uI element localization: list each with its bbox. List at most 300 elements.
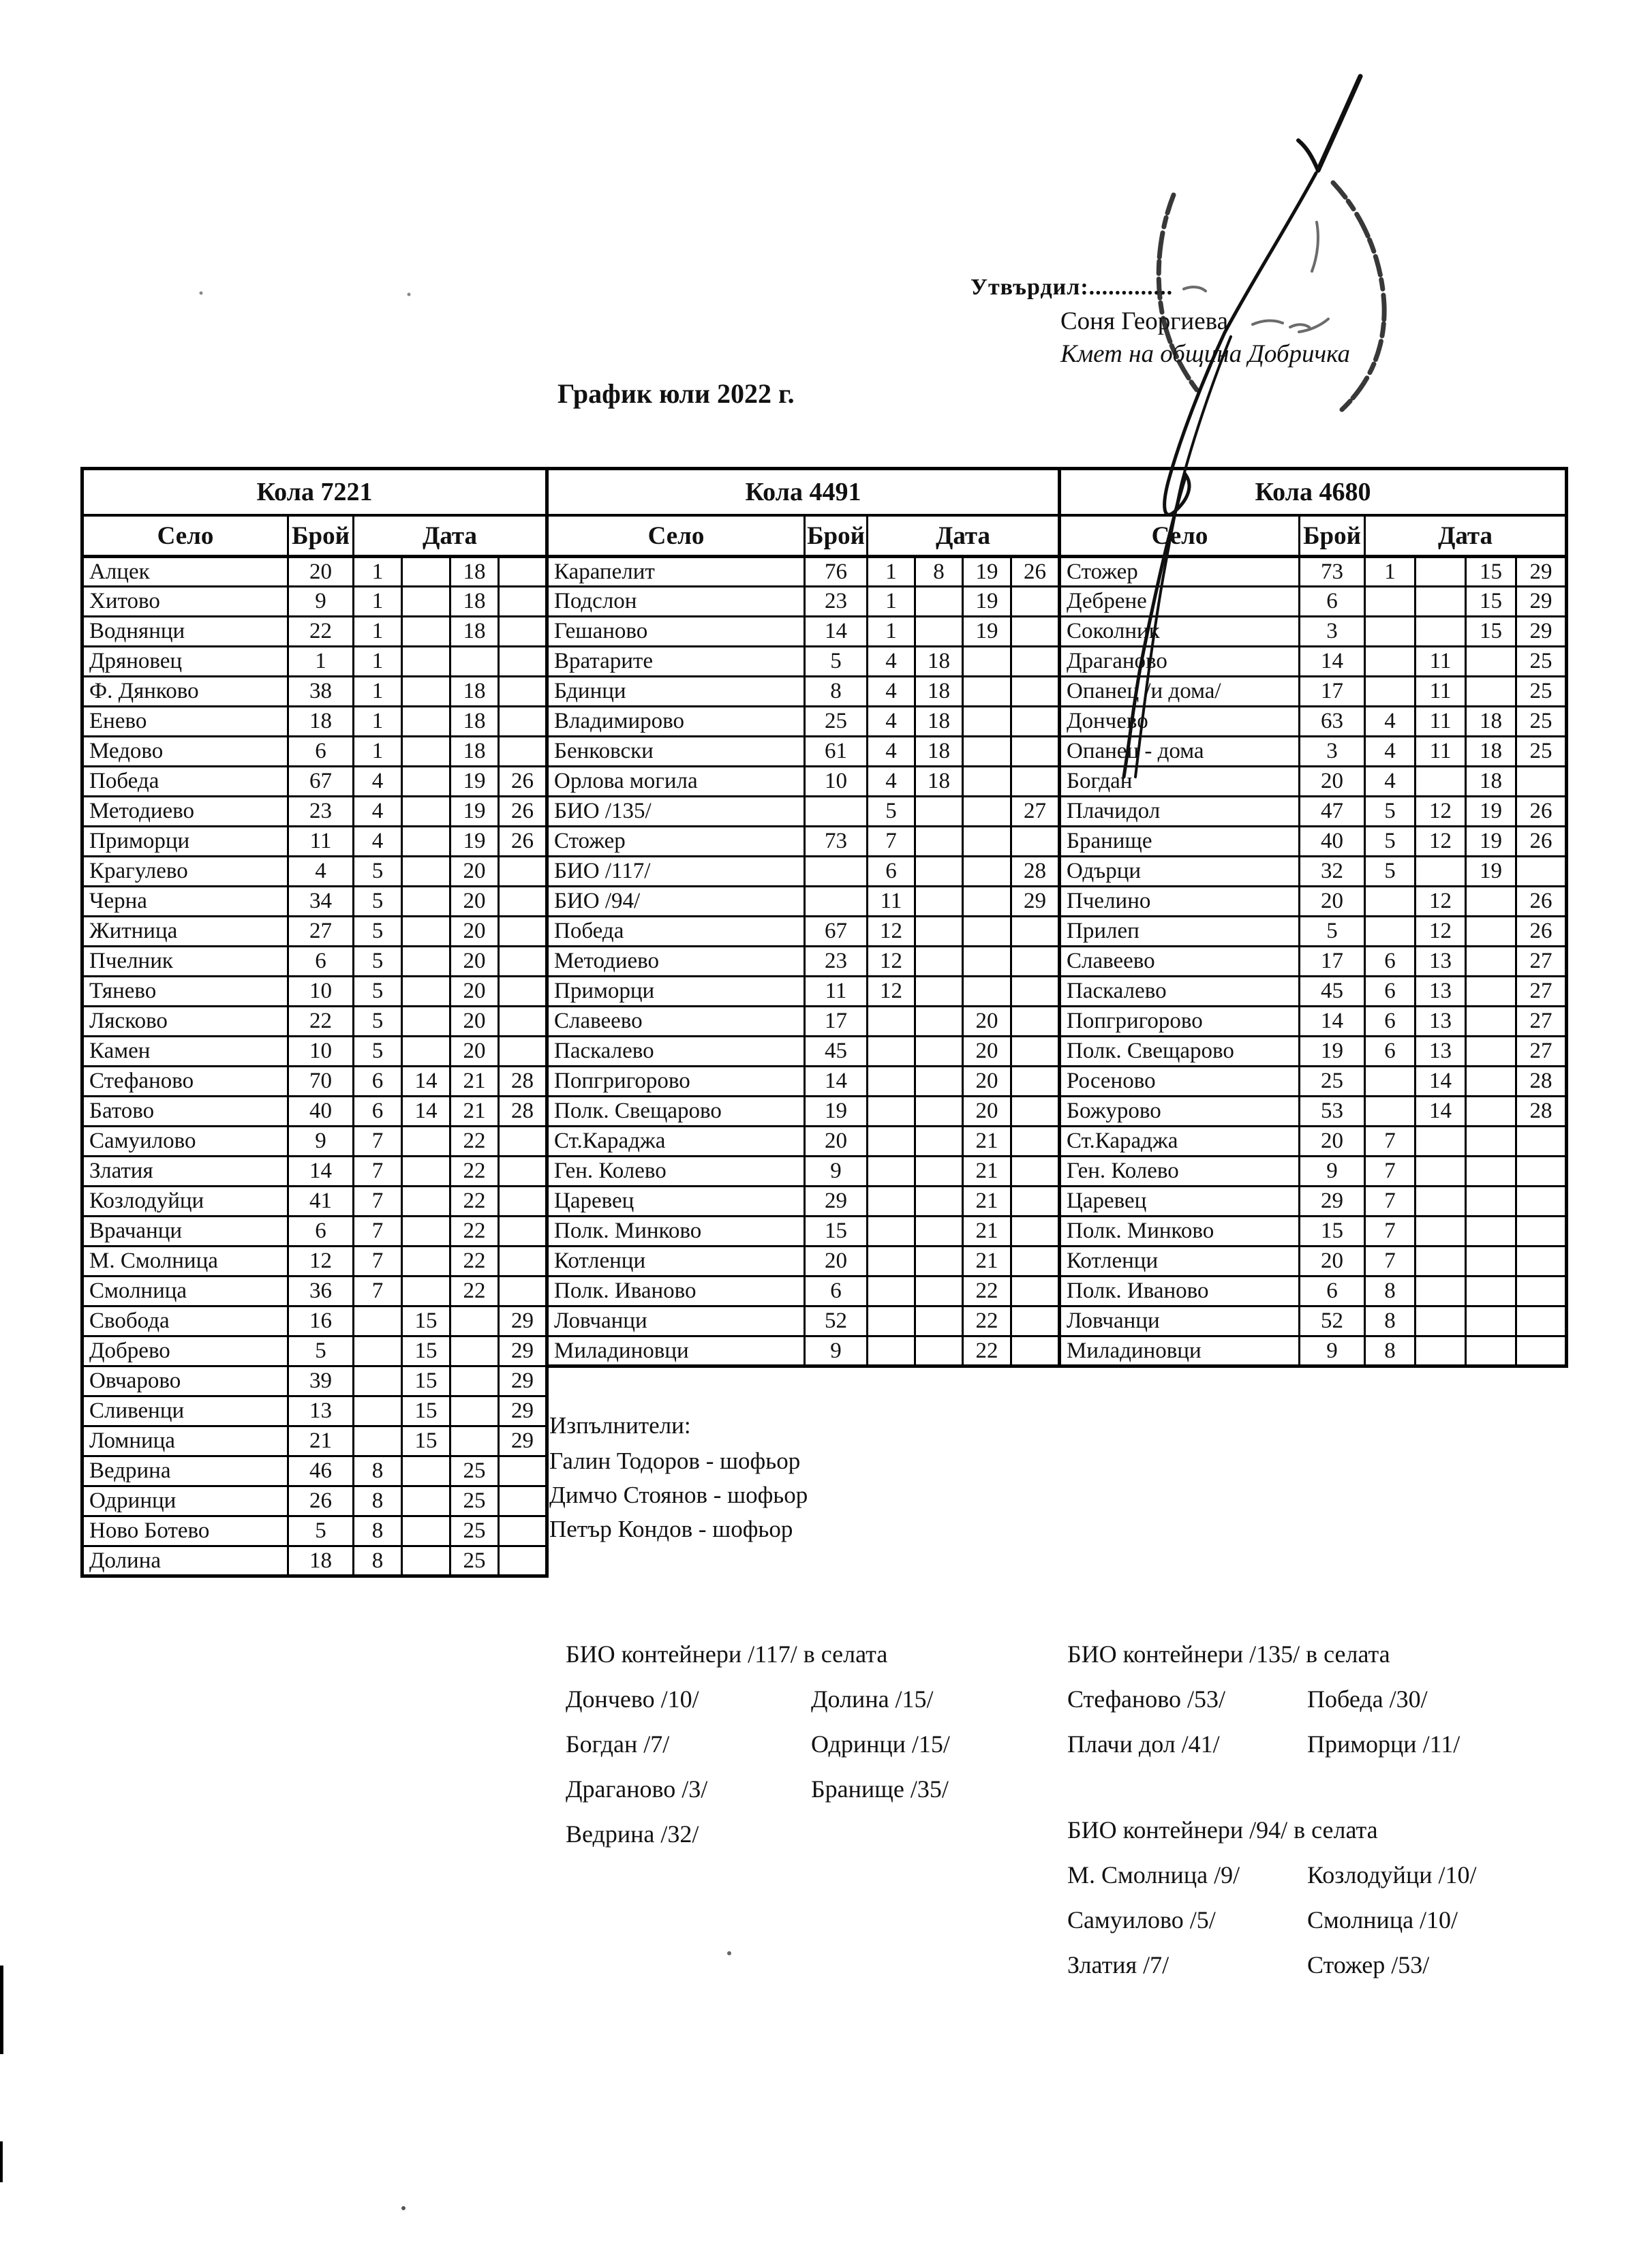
- bio-village-entry: Победа /30/: [1307, 1685, 1428, 1713]
- village-cell: Смолница: [82, 1277, 288, 1306]
- date-cell: 7: [868, 827, 915, 857]
- count-cell: 40: [1300, 827, 1365, 857]
- date-cell: [499, 1007, 547, 1037]
- village-cell: Росеново: [1060, 1067, 1300, 1097]
- date-cell: [915, 1336, 963, 1366]
- table-row: [547, 1187, 1060, 1217]
- date-cell: [1011, 827, 1060, 857]
- date-cell: 21: [450, 1067, 499, 1097]
- date-cell: 20: [450, 977, 499, 1007]
- date-cell: 18: [450, 677, 499, 707]
- count-column-header: Брой: [1300, 515, 1365, 557]
- count-cell: 11: [805, 977, 868, 1007]
- count-cell: 19: [1300, 1037, 1365, 1067]
- count-cell: 16: [288, 1306, 354, 1336]
- schedule-table-car-4491: [545, 467, 1061, 1368]
- date-cell: 4: [1365, 767, 1416, 797]
- date-cell: [1365, 887, 1416, 917]
- date-cell: 19: [963, 587, 1011, 617]
- count-cell: 20: [805, 1247, 868, 1277]
- date-cell: [402, 917, 450, 947]
- table-row: [1060, 947, 1567, 977]
- date-cell: 4: [354, 767, 402, 797]
- date-cell: 26: [1516, 827, 1567, 857]
- village-cell: Победа: [82, 767, 288, 797]
- count-cell: 73: [1300, 557, 1365, 587]
- village-cell: Орлова могила: [547, 767, 805, 797]
- date-cell: 18: [915, 767, 963, 797]
- date-cell: 20: [450, 947, 499, 977]
- count-cell: 34: [288, 887, 354, 917]
- date-cell: 18: [1466, 767, 1516, 797]
- date-cell: 5: [354, 857, 402, 887]
- village-cell: Полк. Свещарово: [547, 1097, 805, 1127]
- table-row: [1060, 1127, 1567, 1157]
- bio-containers-94-block: [1067, 1816, 1476, 1979]
- date-cell: [1466, 1187, 1516, 1217]
- date-cell: [499, 1516, 547, 1546]
- table-row: [1060, 857, 1567, 887]
- date-cell: [915, 1037, 963, 1067]
- date-cell: [1466, 1306, 1516, 1336]
- date-cell: [915, 1306, 963, 1336]
- date-cell: 25: [450, 1516, 499, 1546]
- date-cell: 1: [354, 557, 402, 587]
- bio-village-entry: Ведрина /32/: [566, 1820, 699, 1848]
- date-cell: [915, 947, 963, 977]
- count-cell: 13: [288, 1396, 354, 1426]
- village-cell: БИО /117/: [547, 857, 805, 887]
- table-row: [547, 1007, 1060, 1037]
- date-cell: [1365, 1097, 1416, 1127]
- date-cell: [915, 1127, 963, 1157]
- count-cell: 45: [1300, 977, 1365, 1007]
- date-cell: [963, 887, 1011, 917]
- date-cell: [963, 647, 1011, 677]
- village-cell: Дончево: [1060, 707, 1300, 737]
- date-cell: 6: [1365, 977, 1416, 1007]
- count-cell: 20: [288, 557, 354, 587]
- count-cell: 39: [288, 1366, 354, 1396]
- date-cell: 7: [354, 1277, 402, 1306]
- count-cell: 10: [288, 1037, 354, 1067]
- bio-block-title: БИО контейнери /135/ в селата: [1067, 1640, 1390, 1668]
- date-cell: 8: [1365, 1277, 1416, 1306]
- table-row: [547, 1217, 1060, 1247]
- date-cell: 4: [868, 647, 915, 677]
- date-cell: [450, 647, 499, 677]
- date-cell: [915, 917, 963, 947]
- date-cell: 12: [1416, 917, 1466, 947]
- table-row: [82, 1097, 547, 1127]
- count-cell: 52: [805, 1306, 868, 1336]
- village-cell: Дебрене: [1060, 587, 1300, 617]
- count-cell: 73: [805, 827, 868, 857]
- date-cell: [868, 1067, 915, 1097]
- date-cell: [1466, 1127, 1516, 1157]
- date-cell: [402, 797, 450, 827]
- date-cell: 21: [963, 1127, 1011, 1157]
- date-cell: 25: [1516, 707, 1567, 737]
- table-row: [82, 1247, 547, 1277]
- table-row: [82, 947, 547, 977]
- count-cell: 9: [288, 1127, 354, 1157]
- date-cell: [1011, 1097, 1060, 1127]
- count-cell: 47: [1300, 797, 1365, 827]
- date-cell: [868, 1097, 915, 1127]
- date-cell: [402, 617, 450, 647]
- date-cell: 4: [354, 827, 402, 857]
- count-cell: 4: [288, 857, 354, 887]
- date-cell: [402, 1277, 450, 1306]
- date-cell: [499, 857, 547, 887]
- bio-village-entry: Богдан /7/: [566, 1730, 670, 1758]
- table-row: [82, 1456, 547, 1486]
- date-cell: [402, 587, 450, 617]
- date-cell: [1011, 587, 1060, 617]
- village-cell: Паскалево: [1060, 977, 1300, 1007]
- date-cell: [402, 1127, 450, 1157]
- village-cell: Черна: [82, 887, 288, 917]
- count-cell: 14: [805, 1067, 868, 1097]
- village-cell: Ген. Колево: [547, 1157, 805, 1187]
- date-cell: [1516, 1247, 1567, 1277]
- table-row: [1060, 797, 1567, 827]
- date-cell: [1516, 1187, 1567, 1217]
- village-cell: Камен: [82, 1037, 288, 1067]
- date-cell: 20: [450, 857, 499, 887]
- date-cell: 8: [1365, 1306, 1416, 1336]
- count-cell: 23: [805, 587, 868, 617]
- date-cell: 22: [450, 1247, 499, 1277]
- count-cell: 18: [288, 707, 354, 737]
- date-cell: [1466, 947, 1516, 977]
- date-cell: [354, 1336, 402, 1366]
- date-cell: 15: [402, 1396, 450, 1426]
- date-cell: [1011, 1007, 1060, 1037]
- bio-village-entry: Стефаново /53/: [1067, 1685, 1226, 1713]
- date-cell: 14: [1416, 1097, 1466, 1127]
- date-cell: 1: [354, 587, 402, 617]
- date-cell: [1416, 1277, 1466, 1306]
- date-cell: 28: [1516, 1097, 1567, 1127]
- date-cell: [915, 857, 963, 887]
- date-cell: [1416, 1336, 1466, 1366]
- count-cell: 14: [288, 1157, 354, 1187]
- date-cell: [915, 587, 963, 617]
- date-cell: [1011, 617, 1060, 647]
- date-cell: [1416, 1187, 1466, 1217]
- village-cell: Подслон: [547, 587, 805, 617]
- bio-village-entry: [811, 1820, 950, 1848]
- date-cell: 7: [1365, 1127, 1416, 1157]
- date-cell: 20: [963, 1037, 1011, 1067]
- date-cell: 8: [354, 1486, 402, 1516]
- date-cell: [915, 1247, 963, 1277]
- table-row: [1060, 1277, 1567, 1306]
- date-cell: [402, 767, 450, 797]
- count-cell: 29: [805, 1187, 868, 1217]
- date-cell: [402, 857, 450, 887]
- date-cell: [402, 1456, 450, 1486]
- car-header: Кола 4680: [1060, 469, 1567, 516]
- table-row: [1060, 647, 1567, 677]
- date-cell: 11: [868, 887, 915, 917]
- date-cell: 1: [354, 737, 402, 767]
- count-cell: 21: [288, 1426, 354, 1456]
- date-cell: 18: [450, 737, 499, 767]
- bio-block-title: БИО контейнери /94/ в селата: [1067, 1816, 1378, 1844]
- table-row: [82, 1396, 547, 1426]
- village-cell: Тянево: [82, 977, 288, 1007]
- table-row: [82, 1366, 547, 1396]
- village-cell: Полк. Свещарово: [1060, 1037, 1300, 1067]
- date-cell: [1416, 767, 1466, 797]
- count-cell: 53: [1300, 1097, 1365, 1127]
- village-cell: Миладиновци: [1060, 1336, 1300, 1366]
- date-cell: 11: [1416, 737, 1466, 767]
- schedule-table: [1058, 467, 1568, 1368]
- date-cell: [499, 1456, 547, 1486]
- date-column-header: Дата: [868, 515, 1060, 557]
- village-cell: Ген. Колево: [1060, 1157, 1300, 1187]
- table-row: [82, 1067, 547, 1097]
- count-cell: 23: [288, 797, 354, 827]
- date-cell: 18: [915, 677, 963, 707]
- table-row: [547, 557, 1060, 587]
- date-cell: 22: [963, 1306, 1011, 1336]
- count-cell: 5: [805, 647, 868, 677]
- village-cell: Овчарово: [82, 1366, 288, 1396]
- count-cell: 9: [805, 1336, 868, 1366]
- count-cell: 25: [1300, 1067, 1365, 1097]
- date-cell: [499, 1037, 547, 1067]
- date-cell: 4: [868, 737, 915, 767]
- table-row: [82, 977, 547, 1007]
- table-row: [82, 707, 547, 737]
- table-row: [82, 587, 547, 617]
- date-cell: 26: [1011, 557, 1060, 587]
- date-cell: 4: [1365, 737, 1416, 767]
- date-cell: [1516, 1277, 1567, 1306]
- table-row: [1060, 1187, 1567, 1217]
- executor-name: Галин Тодоров - шофьор: [549, 1448, 801, 1474]
- date-cell: [499, 617, 547, 647]
- date-cell: 7: [354, 1157, 402, 1187]
- executors-names: [549, 1448, 808, 1543]
- date-cell: 21: [963, 1187, 1011, 1217]
- count-cell: 29: [1300, 1187, 1365, 1217]
- date-cell: 25: [450, 1546, 499, 1576]
- date-cell: 27: [1516, 1037, 1567, 1067]
- table-row: [1060, 1067, 1567, 1097]
- table-row: [82, 1336, 547, 1366]
- bio-village-entry: М. Смолница /9/: [1067, 1861, 1240, 1889]
- date-cell: [1466, 1247, 1516, 1277]
- bio-village-entry: Драганово /3/: [566, 1775, 708, 1803]
- table-row: [547, 617, 1060, 647]
- bio-block-list: [1067, 1685, 1460, 1758]
- date-cell: 18: [1466, 707, 1516, 737]
- date-cell: [1011, 1306, 1060, 1336]
- date-cell: [1011, 677, 1060, 707]
- date-cell: 12: [868, 917, 915, 947]
- bio-village-entry: Самуилово /5/: [1067, 1906, 1216, 1933]
- table-row: [547, 737, 1060, 767]
- count-cell: 22: [288, 617, 354, 647]
- village-cell: Ловчанци: [547, 1306, 805, 1336]
- village-cell: Паскалево: [547, 1037, 805, 1067]
- car-header: Кола 7221: [82, 469, 547, 516]
- count-cell: 70: [288, 1067, 354, 1097]
- table-row: [82, 1157, 547, 1187]
- village-cell: Бдинци: [547, 677, 805, 707]
- date-cell: [868, 1217, 915, 1247]
- count-cell: 76: [805, 557, 868, 587]
- count-cell: 12: [288, 1247, 354, 1277]
- village-cell: Богдан: [1060, 767, 1300, 797]
- date-cell: 20: [450, 917, 499, 947]
- date-cell: 7: [354, 1247, 402, 1277]
- village-cell: Полк. Иваново: [547, 1277, 805, 1306]
- count-cell: 52: [1300, 1306, 1365, 1336]
- village-cell: Миладиновци: [547, 1336, 805, 1366]
- date-cell: [499, 1247, 547, 1277]
- table-row: [1060, 1336, 1567, 1366]
- count-cell: 61: [805, 737, 868, 767]
- bio-village-entry: Долина /15/: [811, 1685, 934, 1713]
- village-cell: Попгригорово: [1060, 1007, 1300, 1037]
- table-row: [547, 947, 1060, 977]
- date-cell: [450, 1396, 499, 1426]
- village-cell: Долина: [82, 1546, 288, 1576]
- village-cell: Опанец - дома: [1060, 737, 1300, 767]
- date-cell: [868, 1037, 915, 1067]
- date-cell: 11: [1416, 647, 1466, 677]
- village-cell: Полк. Иваново: [1060, 1277, 1300, 1306]
- table-row: [547, 1157, 1060, 1187]
- date-cell: [915, 1067, 963, 1097]
- village-cell: Божурово: [1060, 1097, 1300, 1127]
- date-cell: [868, 1157, 915, 1187]
- date-cell: [1011, 707, 1060, 737]
- date-cell: 1: [868, 617, 915, 647]
- date-cell: [499, 1546, 547, 1576]
- date-cell: 22: [450, 1187, 499, 1217]
- count-cell: 25: [805, 707, 868, 737]
- count-cell: 45: [805, 1037, 868, 1067]
- date-cell: 29: [1516, 617, 1567, 647]
- table-row: [547, 1247, 1060, 1277]
- village-cell: БИО /94/: [547, 887, 805, 917]
- date-cell: [354, 1306, 402, 1336]
- count-cell: 18: [288, 1546, 354, 1576]
- table-row: [547, 647, 1060, 677]
- date-cell: [915, 1217, 963, 1247]
- village-cell: Приморци: [82, 827, 288, 857]
- date-cell: 26: [499, 797, 547, 827]
- village-cell: Владимирово: [547, 707, 805, 737]
- date-cell: [402, 1516, 450, 1546]
- village-cell: Лясково: [82, 1007, 288, 1037]
- date-cell: [1011, 1187, 1060, 1217]
- date-cell: 14: [1416, 1067, 1466, 1097]
- date-cell: [402, 887, 450, 917]
- village-cell: Батово: [82, 1097, 288, 1127]
- table-row: [82, 1217, 547, 1247]
- village-cell: Ново Ботево: [82, 1516, 288, 1546]
- date-cell: 13: [1416, 1007, 1466, 1037]
- table-row: [547, 917, 1060, 947]
- date-cell: [1365, 587, 1416, 617]
- date-cell: [402, 1546, 450, 1576]
- date-cell: [1466, 677, 1516, 707]
- date-cell: 26: [499, 827, 547, 857]
- date-cell: 18: [450, 707, 499, 737]
- table-row: [82, 1306, 547, 1336]
- executors-title: Изпълнители:: [549, 1412, 691, 1439]
- date-cell: [402, 557, 450, 587]
- village-cell: Златия: [82, 1157, 288, 1187]
- date-cell: 19: [1466, 827, 1516, 857]
- date-cell: [868, 1247, 915, 1277]
- date-cell: [402, 1037, 450, 1067]
- date-cell: [1011, 737, 1060, 767]
- table-row: [1060, 677, 1567, 707]
- table-row: [1060, 557, 1567, 587]
- schedule-table-car-7221: [80, 467, 549, 1578]
- date-cell: [450, 1426, 499, 1456]
- count-cell: [805, 797, 868, 827]
- date-cell: [1011, 1277, 1060, 1306]
- date-cell: 5: [354, 977, 402, 1007]
- date-cell: [499, 1127, 547, 1157]
- table-row: [547, 887, 1060, 917]
- count-cell: 19: [805, 1097, 868, 1127]
- date-cell: [499, 1486, 547, 1516]
- table-row: [1060, 887, 1567, 917]
- date-cell: 19: [1466, 797, 1516, 827]
- date-cell: [402, 707, 450, 737]
- village-cell: Методиево: [82, 797, 288, 827]
- table-row: [547, 977, 1060, 1007]
- date-cell: 25: [1516, 677, 1567, 707]
- date-cell: [450, 1306, 499, 1336]
- table-row: [82, 767, 547, 797]
- table-row: [82, 1546, 547, 1576]
- village-cell: Царевец: [547, 1187, 805, 1217]
- date-cell: 12: [868, 947, 915, 977]
- count-cell: [805, 887, 868, 917]
- date-cell: 20: [450, 1037, 499, 1067]
- date-cell: 1: [1365, 557, 1416, 587]
- date-cell: 1: [868, 587, 915, 617]
- date-cell: [1416, 557, 1466, 587]
- date-cell: [1416, 1127, 1466, 1157]
- date-cell: 5: [1365, 827, 1416, 857]
- village-column-header: Село: [1060, 515, 1300, 557]
- village-cell: Крагулево: [82, 857, 288, 887]
- table-row: [1060, 1306, 1567, 1336]
- date-cell: 11: [1416, 707, 1466, 737]
- table-row: [82, 1007, 547, 1037]
- date-cell: 29: [499, 1396, 547, 1426]
- date-cell: [915, 797, 963, 827]
- table-row: [1060, 1217, 1567, 1247]
- date-cell: 5: [1365, 857, 1416, 887]
- date-cell: [499, 707, 547, 737]
- date-cell: [1011, 947, 1060, 977]
